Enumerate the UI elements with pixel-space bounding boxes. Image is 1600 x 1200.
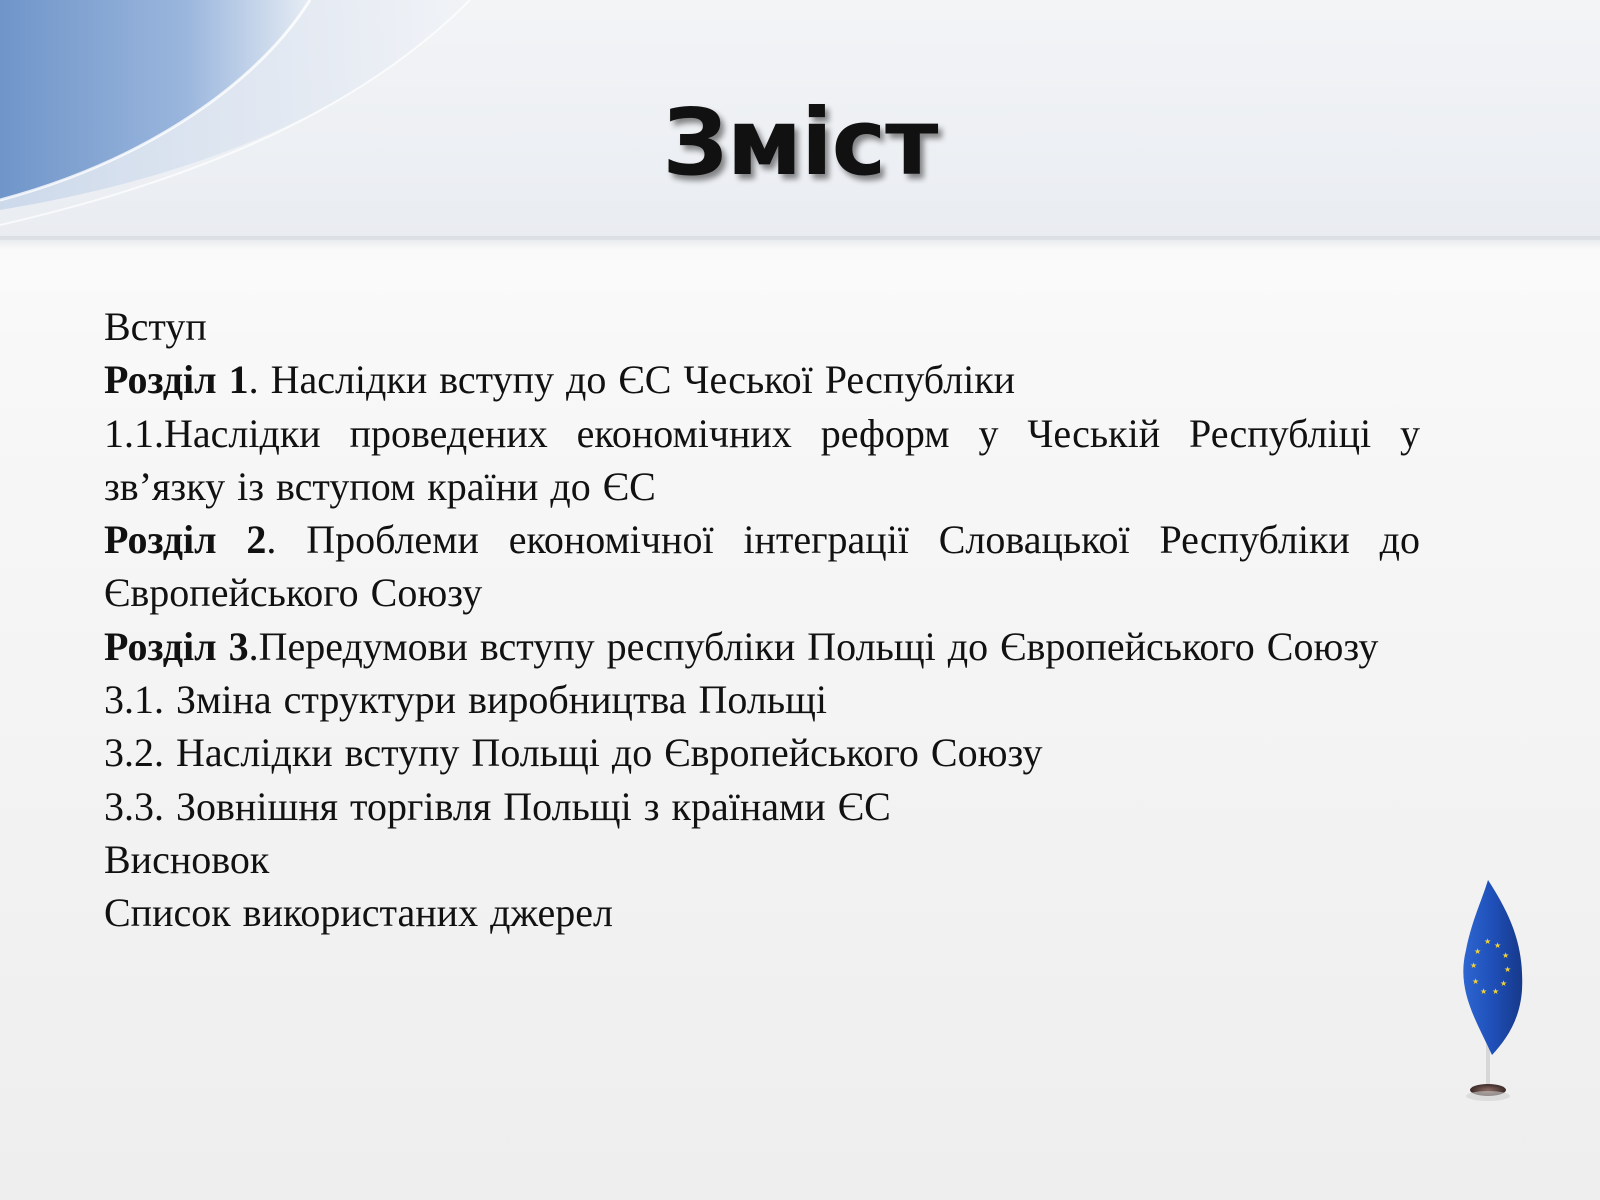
toc-item — [104, 407, 1420, 514]
toc-item-text: Вступ — [104, 304, 207, 349]
toc-item — [104, 620, 1420, 673]
toc-item-text: 3.2. Наслідки вступу Польщі до Європейського Союзу — [104, 730, 1043, 776]
toc-item — [104, 300, 1420, 353]
table-of-contents — [104, 300, 1420, 940]
eu-flag-icon — [1462, 880, 1562, 1110]
svg-text:★: ★ — [1494, 941, 1502, 950]
toc-item — [104, 780, 1420, 833]
slide-title: Зміст — [662, 89, 938, 196]
toc-item-text: . Проблеми економічної інтеграції Словацької Республіки до Європейського Союзу — [104, 517, 1420, 616]
toc-item — [104, 726, 1420, 779]
svg-text:★: ★ — [1502, 951, 1510, 960]
toc-item-section-label: Розділ 2 — [104, 517, 267, 563]
toc-item-text: .Передумови вступу республіки Польщі до Європейського Союзу — [248, 623, 1379, 669]
toc-item-text: . Наслідки вступу до ЄС Чеської Республіки — [248, 357, 1016, 403]
svg-text:★: ★ — [1500, 979, 1508, 988]
toc-item-text: 3.1. Зміна структури виробництва Польщі — [104, 677, 828, 723]
svg-text:★: ★ — [1504, 965, 1512, 974]
toc-item — [104, 673, 1420, 726]
header-shadow — [0, 236, 1600, 250]
toc-item-section-label: Розділ 1 — [104, 357, 249, 403]
toc-item-text: Список використаних джерел — [104, 890, 613, 936]
svg-text:★: ★ — [1470, 961, 1478, 970]
svg-text:★: ★ — [1492, 987, 1500, 996]
toc-item — [104, 886, 1420, 939]
svg-text:★: ★ — [1484, 937, 1492, 946]
toc-item-text: Висновок — [104, 836, 270, 882]
toc-item — [104, 353, 1420, 406]
toc-item — [104, 513, 1420, 620]
svg-text:★: ★ — [1472, 977, 1480, 986]
svg-text:★: ★ — [1480, 987, 1488, 996]
toc-item-text: 3.3. Зовнішня торгівля Польщі з країнами ЄС — [104, 783, 891, 829]
toc-item-text: 1.1.Наслідки проведених економічних реформ у Чеській Республіці у зв’язку із вступом країни до ЄС — [104, 410, 1420, 509]
toc-item-section-label: Розділ 3 — [104, 623, 249, 669]
svg-text:★: ★ — [1474, 947, 1482, 956]
toc-item — [104, 833, 1420, 886]
